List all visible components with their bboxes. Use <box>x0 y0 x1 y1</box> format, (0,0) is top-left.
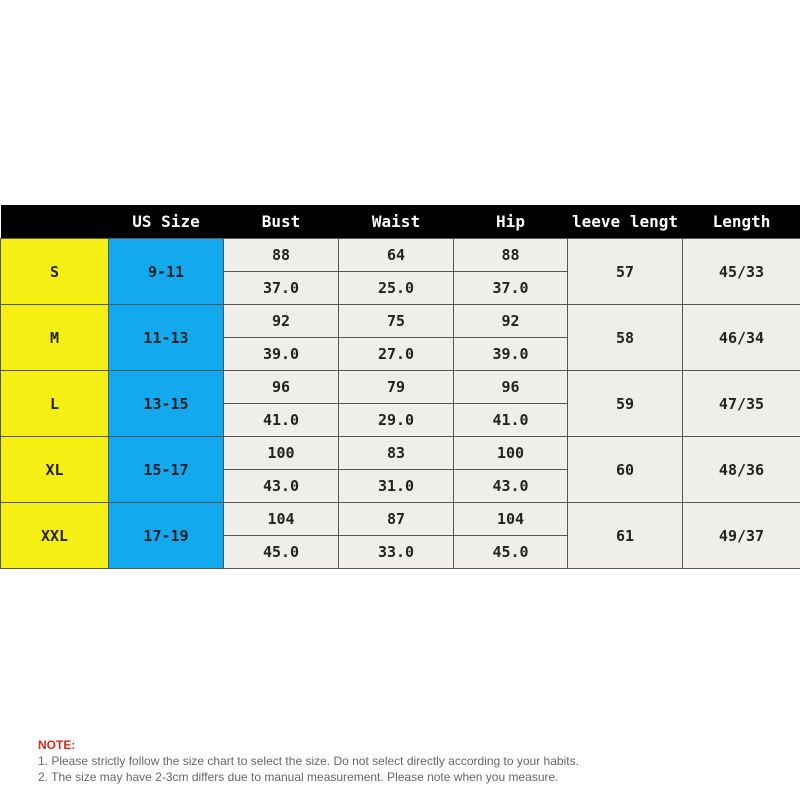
length-cell: 45/33 <box>683 239 800 305</box>
waist-cm-cell: 83 <box>339 437 454 470</box>
hip-in-cell: 43.0 <box>454 470 568 503</box>
bust-in-cell: 41.0 <box>224 404 339 437</box>
size-table-body <box>1 239 800 569</box>
bust-cm-cell: 104 <box>224 503 339 536</box>
size-cell: XXL <box>1 503 109 569</box>
size-cell: S <box>1 239 109 305</box>
size-cell: M <box>1 305 109 371</box>
us-size-cell: 15-17 <box>109 437 224 503</box>
waist-cm-cell: 75 <box>339 305 454 338</box>
note-line-2: 2. The size may have 2-3cm differs due to manual measurement. Please note when you measure. <box>38 770 559 784</box>
hip-in-cell: 39.0 <box>454 338 568 371</box>
us-size-cell: 11-13 <box>109 305 224 371</box>
bust-cm-cell: 100 <box>224 437 339 470</box>
bust-cm-cell: 96 <box>224 371 339 404</box>
note-title: NOTE: <box>38 738 76 752</box>
length-cell: 49/37 <box>683 503 800 569</box>
us-size-cell: 9-11 <box>109 239 224 305</box>
hip-cm-cell: 96 <box>454 371 568 404</box>
hip-in-cell: 41.0 <box>454 404 568 437</box>
size-chart <box>0 205 800 569</box>
note-line-1: 1. Please strictly follow the size chart to select the size. Do not select directly according to your habits. <box>38 754 579 768</box>
header-waist: Waist <box>339 205 454 239</box>
header-hip: Hip <box>454 205 568 239</box>
length-cell: 47/35 <box>683 371 800 437</box>
table-row <box>1 437 800 470</box>
header-sleeve-length: leeve lengt <box>568 205 683 239</box>
size-cell: L <box>1 371 109 437</box>
sleeve-length-cell: 59 <box>568 371 683 437</box>
bust-in-cell: 45.0 <box>224 536 339 569</box>
waist-in-cell: 33.0 <box>339 536 454 569</box>
hip-cm-cell: 100 <box>454 437 568 470</box>
size-cell: XL <box>1 437 109 503</box>
hip-cm-cell: 104 <box>454 503 568 536</box>
waist-cm-cell: 64 <box>339 239 454 272</box>
hip-cm-cell: 92 <box>454 305 568 338</box>
sleeve-length-cell: 58 <box>568 305 683 371</box>
table-row <box>1 503 800 536</box>
table-row <box>1 371 800 404</box>
table-row <box>1 239 800 272</box>
sleeve-length-cell: 60 <box>568 437 683 503</box>
bust-in-cell: 43.0 <box>224 470 339 503</box>
bust-cm-cell: 92 <box>224 305 339 338</box>
table-row <box>1 305 800 338</box>
hip-in-cell: 45.0 <box>454 536 568 569</box>
sleeve-length-cell: 57 <box>568 239 683 305</box>
waist-in-cell: 31.0 <box>339 470 454 503</box>
hip-in-cell: 37.0 <box>454 272 568 305</box>
waist-in-cell: 27.0 <box>339 338 454 371</box>
length-cell: 48/36 <box>683 437 800 503</box>
header-us-size: US Size <box>109 205 224 239</box>
note-section <box>38 737 579 785</box>
bust-cm-cell: 88 <box>224 239 339 272</box>
sleeve-length-cell: 61 <box>568 503 683 569</box>
waist-in-cell: 29.0 <box>339 404 454 437</box>
waist-cm-cell: 87 <box>339 503 454 536</box>
bust-in-cell: 39.0 <box>224 338 339 371</box>
header-length: Length <box>683 205 800 239</box>
header-size <box>1 205 109 239</box>
us-size-cell: 17-19 <box>109 503 224 569</box>
bust-in-cell: 37.0 <box>224 272 339 305</box>
waist-cm-cell: 79 <box>339 371 454 404</box>
header-bust: Bust <box>224 205 339 239</box>
size-table <box>0 205 800 569</box>
us-size-cell: 13-15 <box>109 371 224 437</box>
length-cell: 46/34 <box>683 305 800 371</box>
header-row <box>1 205 800 239</box>
hip-cm-cell: 88 <box>454 239 568 272</box>
waist-in-cell: 25.0 <box>339 272 454 305</box>
